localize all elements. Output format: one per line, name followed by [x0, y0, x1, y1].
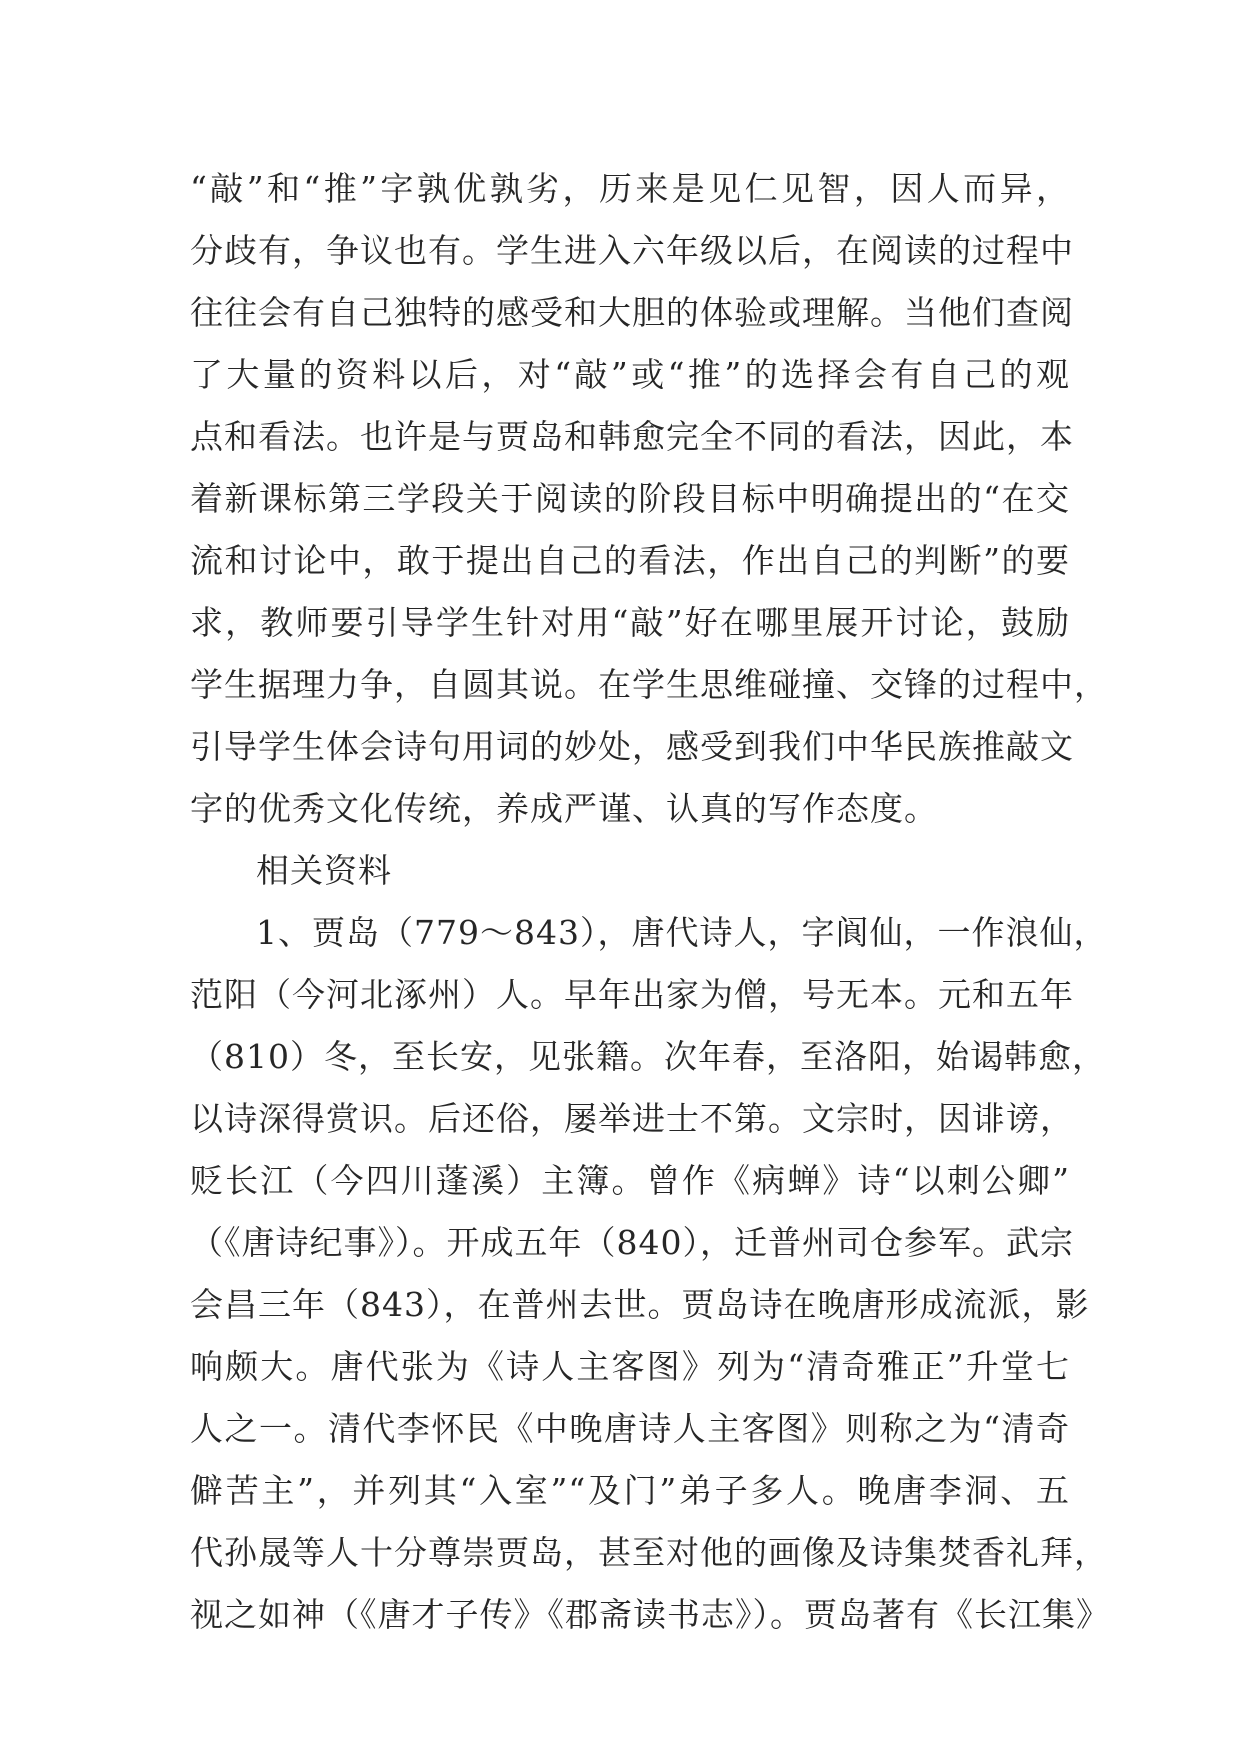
text-line: 学生据理力争，自圆其说。在学生思维碰撞、交锋的过程中，	[190, 665, 1108, 704]
text-line: 引导学生体会诗句用词的妙处，感受到我们中华民族推敲文	[190, 727, 1074, 766]
text-line: 贬长江（今四川蓬溪）主簿。曾作《病蝉》诗“以刺公卿”	[190, 1161, 1070, 1200]
text-line: 着新课标第三学段关于阅读的阶段目标中明确提出的“在交	[190, 479, 1070, 518]
text-line: 流和讨论中，敢于提出自己的看法，作出自己的判断”的要	[190, 541, 1070, 580]
text-line: 1、贾岛（779～843），唐代诗人，字阆仙，一作浪仙，	[256, 913, 1108, 952]
section-heading: 相关资料	[256, 851, 392, 890]
text-line: 以诗深得赏识。后还俗，屡举进士不第。文宗时，因诽谤，	[190, 1099, 1074, 1138]
text-line: 僻苦主”，并列其“入室”“及门”弟子多人。晚唐李洞、五	[190, 1471, 1070, 1510]
text-line: 点和看法。也许是与贾岛和韩愈完全不同的看法，因此，本	[190, 417, 1074, 456]
text-line: 会昌三年（843），在普州去世。贾岛诗在晚唐形成流派，影	[190, 1285, 1090, 1324]
text-line: 求，教师要引导学生针对用“敲”好在哪里展开讨论，鼓励	[190, 603, 1070, 642]
text-line: 了大量的资料以后，对“敲”或“推”的选择会有自己的观	[190, 355, 1070, 394]
text-line: 往往会有自己独特的感受和大胆的体验或理解。当他们查阅	[190, 293, 1074, 332]
text-line: “敲”和“推”字孰优孰劣，历来是见仁见智，因人而异，	[190, 169, 1070, 208]
text-line: 人之一。清代李怀民《中晚唐诗人主客图》则称之为“清奇	[190, 1409, 1070, 1448]
text-line: 字的优秀文化传统，养成严谨、认真的写作态度。	[190, 789, 938, 828]
text-line: （《唐诗纪事》）。开成五年（840），迁普州司仓参军。武宗	[190, 1223, 1074, 1262]
document-body	[190, 158, 1110, 1646]
text-line: 代孙晟等人十分尊崇贾岛，甚至对他的画像及诗集焚香礼拜，	[190, 1533, 1108, 1572]
text-line: 视之如神（《唐才子传》《郡斋读书志》）。贾岛著有《长江集》	[190, 1595, 1110, 1634]
text-line: 范阳（今河北涿州）人。早年出家为僧，号无本。元和五年	[190, 975, 1074, 1014]
text-line: 分歧有，争议也有。学生进入六年级以后，在阅读的过程中	[190, 231, 1074, 270]
text-line: 响颇大。唐代张为《诗人主客图》列为“清奇雅正”升堂七	[190, 1347, 1070, 1386]
text-line: （810）冬，至长安，见张籍。次年春，至洛阳，始谒韩愈，	[190, 1037, 1106, 1076]
